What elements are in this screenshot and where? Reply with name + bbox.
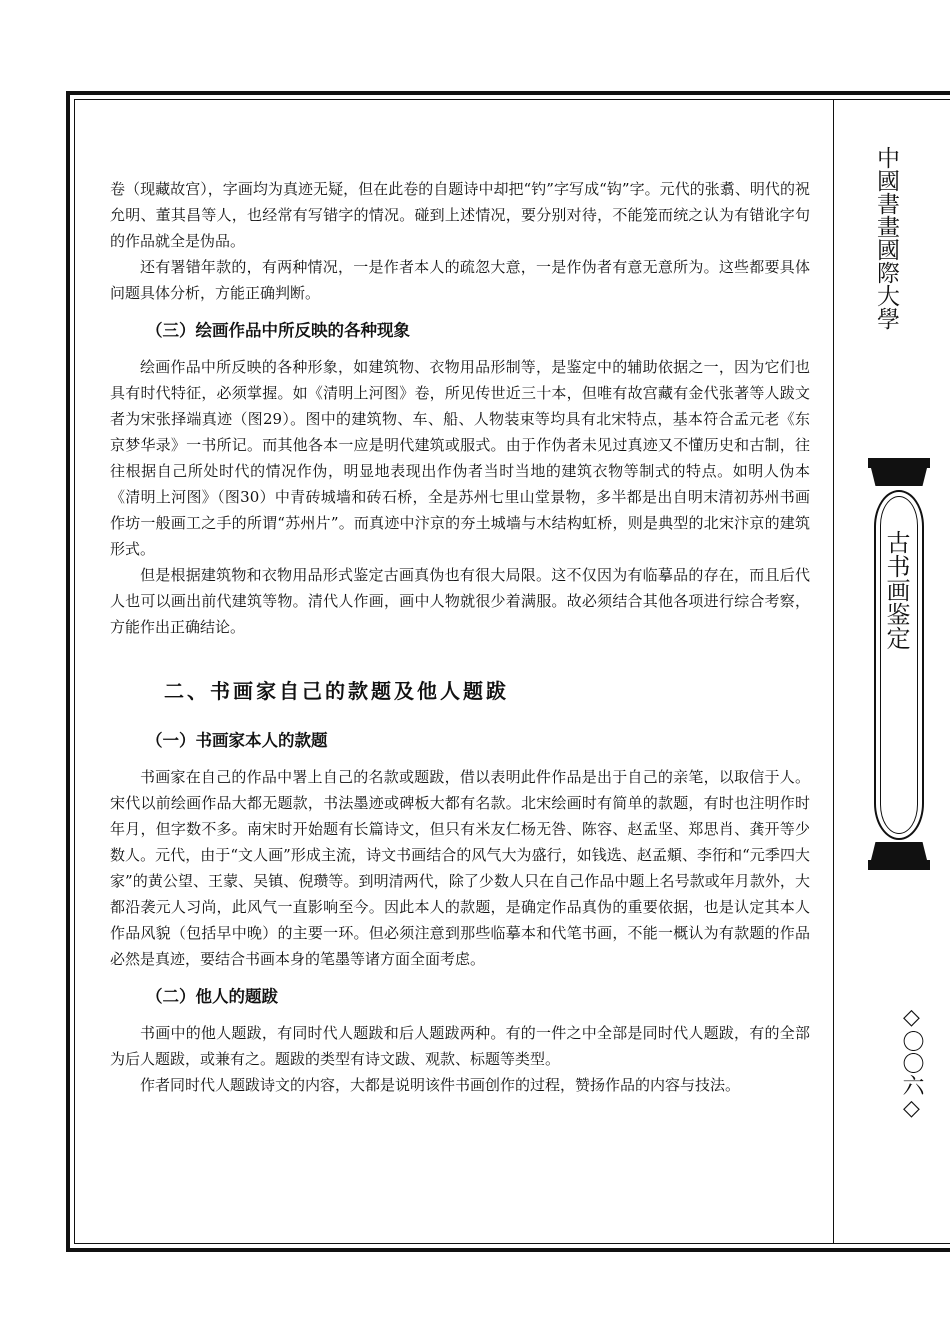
- title-panel-bottom-cap: [871, 842, 927, 860]
- title-panel-top-bar: [868, 458, 930, 468]
- sidebar-divider: [833, 99, 834, 1244]
- subsection-heading-1: （一）书画家本人的款题: [146, 731, 328, 750]
- subsection-heading-2: （二）他人的题跋: [146, 987, 278, 1006]
- paragraph-section-3-1: 绘画作品中所反映的各种形象，如建筑物、衣物用品形制等，是鉴定中的辅助依据之一，因为它们也具有时代特征，必须掌握。如《清明上河图》卷，所见传世近三十本，但唯有故宫藏有金代张著等人跋文者为宋张择端真迹（图29）。图中的建筑物、车、船、人物装束等均具有北宋特点，基本符合孟元老《东京梦华录》一书所记。而其他各本一应是明代建筑或服式。由于作伪者未见过真迹又不懂历史和古制，往往根据自己所处时代的情况作伪，明显地表现出作伪者当时当地的建筑衣物等制式的特点。如明人伪本《清明上河图》（图30）中青砖城墙和砖石桥，全是苏州七里山堂景物，多半都是出自明末清初苏州书画作坊一般画工之手的所谓“苏州片”。而真迹中汴京的夯土城墙与木结构虹桥，则是典型的北宋汴京的建筑形式。: [110, 358, 810, 558]
- title-panel-top-cap: [871, 468, 927, 486]
- main-text: [110, 176, 810, 1098]
- paragraph-intro-1: 卷（现藏故宫），字画均为真迹无疑，但在此卷的自题诗中却把“钓”字写成“钩”字。元代的张翥、明代的祝允明、董其昌等人，也经常有写错字的情况。碰到上述情况，要分别对待，不能笼而统之认为有错讹字句的作品就全是伪品。: [110, 180, 810, 250]
- title-panel-bottom-bar: [868, 860, 930, 870]
- paragraph-subsection-2-1: 书画中的他人题跋，有同时代人题跋和后人题跋两种。有的一件之中全部是同时代人题跋，有的全部为后人题跋，或兼有之。题跋的类型有诗文跋、观款、标题等类型。: [110, 1024, 810, 1068]
- paragraph-subsection-1: 书画家在自己的作品中署上自己的名款或题跋，借以表明此件作品是出于自己的亲笔，以取信于人。宋代以前绘画作品大都无题款，书法墨迹或碑板大都有名款。北宋绘画时有简单的款题，有时也注明作时年月，但字数不多。南宋时开始题有长篇诗文，但只有米友仁杨无咎、陈容、赵孟坚、郑思肖、龚开等少数人。元代，由于“文人画”形成主流，诗文书画结合的风气大为盛行，如钱选、赵孟頫、李衎和“元季四大家”的黄公望、王蒙、吴镇、倪瓒等。到明清两代，除了少数人只在自己作品中题上名号款或年月款外，大都沿袭元人习尚，此风气一直影响至今。因此本人的款题，是确定作品真伪的重要依据，也是认定其本人作品风貌（包括早中晚）的主要一环。但必须注意到那些临摹本和代笔书画，不能一概认为有款题的作品必然是真迹，要结合书画本身的笔墨等诸方面全面考虑。: [110, 768, 810, 968]
- page-number: ◇〇〇六◇: [899, 1005, 924, 1121]
- paragraph-intro-2: 还有署错年款的，有两种情况，一是作者本人的疏忽大意，一是作伪者有意无意所为。这些都要具体问题具体分析，方能正确判断。: [110, 258, 810, 302]
- paragraph-section-3-2: 但是根据建筑物和衣物用品形式鉴定古画真伪也有很大局限。这不仅因为有临摹品的存在，而且后代人也可以画出前代建筑等物。清代人作画，画中人物就很少着满服。故必须结合其他各项进行综合考察，方能作出正确结论。: [110, 566, 810, 636]
- section-heading-3: （三）绘画作品中所反映的各种现象: [146, 321, 410, 340]
- chapter-heading-2: 二、书画家自己的款题及他人题跋: [164, 679, 509, 703]
- paragraph-subsection-2-2: 作者同时代人题跋诗文的内容，大都是说明该件书画创作的过程，赞扬作品的内容与技法。: [140, 1076, 741, 1094]
- book-title: 古书画鉴定: [882, 530, 910, 650]
- institution-name: 中國書畫國際大學: [873, 146, 899, 330]
